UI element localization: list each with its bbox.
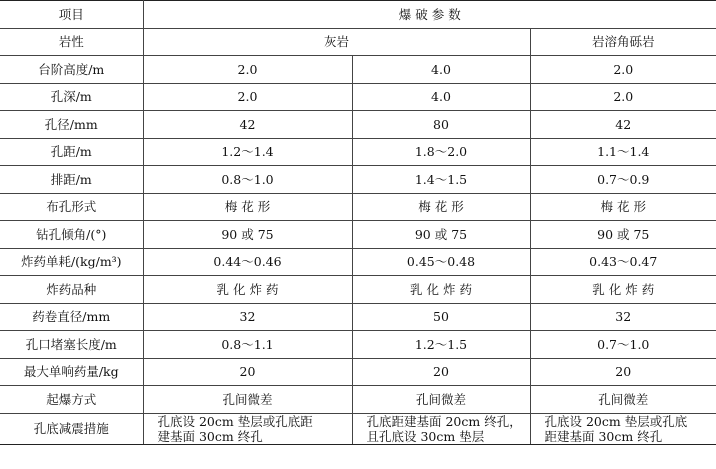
table-row [0,56,716,84]
table-cell: 42 [143,111,352,139]
table-cell: 80 [352,111,530,139]
limestone-header: 灰岩 [143,28,530,56]
table-cell: 4.0 [352,56,530,84]
row-label: 起爆方式 [0,386,143,414]
table-row [0,193,716,221]
table-cell: 90 或 75 [530,221,716,249]
rock-type-row [0,28,716,56]
rock-type-label: 岩性 [0,28,143,56]
table-row [0,166,716,194]
table-row [0,248,716,276]
table-cell: 90 或 75 [352,221,530,249]
cell-line: 距建基面 30cm 终孔 [544,428,663,444]
table-cell: 42 [530,111,716,139]
table-cell: 梅 花 形 [352,193,530,221]
table-cell: 2.0 [530,83,716,111]
table-row [0,221,716,249]
table-cell: 乳 化 炸 药 [352,276,530,304]
table-row [0,331,716,359]
table-cell: 1.1～1.4 [530,138,716,166]
table-cell: 孔间微差 [530,386,716,414]
table-cell: 20 [530,358,716,386]
table-row [0,303,716,331]
table-cell: 1.2～1.4 [143,138,352,166]
table-row [0,358,716,386]
cell-line: 建基面 30cm 终孔 [157,428,263,444]
table-cell: 乳 化 炸 药 [530,276,716,304]
row-label: 排距/m [0,166,143,194]
table-row [0,111,716,139]
table-cell: 20 [143,358,352,386]
row-label: 孔深/m [0,83,143,111]
cell-line: 孔底设 20cm 垫层或孔底距 [157,413,313,429]
row-label: 最大单响药量/kg [0,358,143,386]
table-row [0,138,716,166]
table-cell: 1.2～1.5 [352,331,530,359]
table-cell: 梅 花 形 [530,193,716,221]
table-cell: 孔间微差 [143,386,352,414]
table-cell: 1.4～1.5 [352,166,530,194]
table-row [0,83,716,111]
row-label: 孔口堵塞长度/m [0,331,143,359]
table-cell: 4.0 [352,83,530,111]
damping-measure-row [0,413,716,444]
table-cell: 0.7～1.0 [530,331,716,359]
table-cell: 2.0 [143,56,352,84]
table-cell: 32 [143,303,352,331]
header-row [0,1,716,29]
row-label: 炸药品种 [0,276,143,304]
cell-line: 且孔底设 30cm 垫层 [366,428,485,444]
table-cell: 0.45～0.48 [352,248,530,276]
damping-measure-cell [143,413,352,444]
row-label: 药卷直径/mm [0,303,143,331]
table-cell: 50 [352,303,530,331]
table-cell: 32 [530,303,716,331]
table-cell: 0.43～0.47 [530,248,716,276]
params-header: 爆 破 参 数 [143,1,716,29]
cell-line: 孔底距建基面 20cm 终孔， [366,413,522,429]
table-cell: 1.8～2.0 [352,138,530,166]
table-cell: 2.0 [143,83,352,111]
karst-breccia-header: 岩溶角砾岩 [530,28,716,56]
row-label: 孔底减震措施 [0,413,143,444]
item-header: 项目 [0,1,143,29]
row-label: 孔距/m [0,138,143,166]
table-row [0,276,716,304]
table-cell: 0.8～1.0 [143,166,352,194]
table-cell: 90 或 75 [143,221,352,249]
table-cell: 乳 化 炸 药 [143,276,352,304]
row-label: 台阶高度/m [0,56,143,84]
table-cell: 梅 花 形 [143,193,352,221]
table-cell: 孔间微差 [352,386,530,414]
row-label: 钻孔倾角/(°) [0,221,143,249]
table-cell: 0.44～0.46 [143,248,352,276]
table-cell: 2.0 [530,56,716,84]
row-label: 孔径/mm [0,111,143,139]
table-cell: 0.7～0.9 [530,166,716,194]
table-row [0,386,716,414]
row-label: 炸药单耗/(kg/m³) [0,248,143,276]
table-cell: 20 [352,358,530,386]
table-cell: 0.8～1.1 [143,331,352,359]
damping-measure-cell [352,413,530,444]
cell-line: 孔底设 20cm 垫层或孔底 [544,413,688,429]
damping-measure-cell [530,413,716,444]
row-label: 布孔形式 [0,193,143,221]
